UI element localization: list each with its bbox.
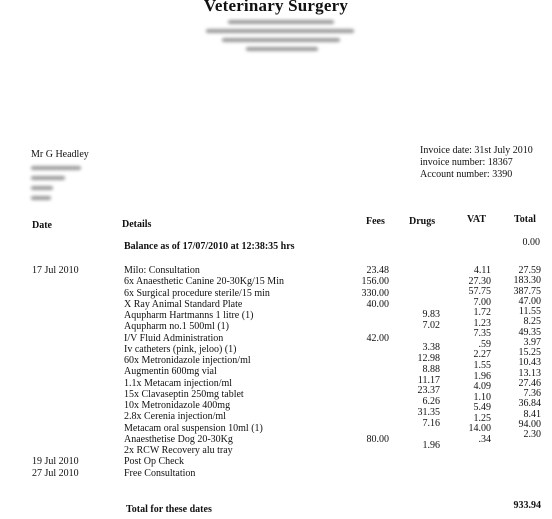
item-vat: 5.49 [473, 402, 491, 414]
item-details: Milo: Consultation [124, 265, 200, 276]
item-fees: 330.00 [361, 287, 389, 299]
item-drugs: 3.38 [422, 341, 440, 353]
item-total: 36.84 [518, 398, 541, 410]
item-total: 49.35 [518, 326, 541, 338]
column-drugs: Drugs [409, 216, 436, 227]
item-vat: 1.96 [473, 370, 491, 382]
item-vat: 27.30 [468, 275, 491, 287]
item-drugs: 12.98 [417, 352, 440, 364]
item-total: 10.43 [518, 357, 541, 369]
item-drugs: 7.16 [422, 418, 440, 430]
item-total: 47.00 [518, 295, 541, 307]
item-details: Free Consultation [124, 467, 196, 479]
item-fees: 23.48 [366, 265, 389, 276]
item-details: Post Op Check [124, 456, 184, 468]
item-vat: 2.27 [473, 349, 491, 361]
account-number: 3390 [492, 169, 513, 180]
item-drugs: 7.02 [422, 319, 440, 331]
item-fees: 40.00 [366, 298, 389, 310]
item-date: 17 Jul 2010 [32, 265, 79, 276]
item-total: 27.59 [518, 265, 541, 276]
client-name: Mr G Headley [31, 149, 89, 160]
column-details: Details [122, 219, 152, 230]
balance-total: 0.00 [522, 237, 540, 248]
item-total: 13.13 [518, 367, 541, 379]
item-fees: 80.00 [366, 433, 389, 445]
footer-total-label: Total for these dates [126, 504, 212, 515]
item-total: 94.00 [518, 418, 541, 430]
item-vat: 1.72 [473, 307, 491, 319]
item-vat: 4.09 [473, 381, 491, 393]
item-details: 6x Surgical procedure sterile/15 min [124, 287, 270, 299]
invoice-number-row [420, 157, 513, 168]
item-total: 27.46 [518, 377, 541, 389]
column-vat: VAT [467, 214, 487, 225]
item-details: Anaesthetise Dog 20-30Kg [124, 433, 233, 445]
item-details: 10x Metronidazole 400mg [124, 400, 231, 411]
item-vat: 1.25 [473, 412, 491, 424]
item-total: 15.25 [518, 347, 541, 358]
item-total: 7.36 [523, 388, 541, 399]
column-fees: Fees [366, 216, 385, 227]
invoice-number-label: invoice number: [420, 157, 486, 168]
item-vat: 1.10 [473, 391, 491, 403]
invoice-date-row [420, 145, 533, 156]
item-vat: 1.55 [473, 359, 491, 371]
item-drugs: 9.83 [422, 308, 440, 320]
item-fees: 156.00 [361, 276, 389, 288]
item-total: 387.75 [513, 285, 541, 297]
item-details: 60x Metronidazole injection/ml [124, 355, 251, 366]
item-vat: .59 [478, 338, 491, 350]
item-total: 3.97 [523, 336, 541, 348]
invoice-date-label: Invoice date: [420, 145, 472, 156]
footer-total: 933.94 [513, 500, 541, 511]
account-number-row [420, 169, 512, 180]
invoice-date: 31st July 2010 [474, 145, 533, 156]
account-number-label: Account number: [420, 169, 490, 180]
item-details: 2.8x Cerenia injection/ml [124, 411, 226, 423]
item-details: I/V Fluid Administration [124, 332, 224, 344]
item-details: X Ray Animal Standard Plate [124, 298, 243, 310]
item-details: Augmentin 600mg vial [124, 366, 217, 378]
item-total: 2.30 [523, 429, 541, 440]
item-vat: 1.23 [473, 317, 491, 329]
item-vat: 4.11 [473, 265, 491, 276]
item-drugs: 11.17 [417, 374, 440, 386]
item-total: 8.25 [523, 316, 541, 328]
item-fees: 42.00 [366, 332, 389, 344]
item-details: Metacam oral suspension 10ml (1) [124, 422, 263, 434]
item-total: 8.41 [523, 408, 541, 420]
practice-name: Veterinary Surgery [203, 0, 349, 15]
balance-label: Balance as of 17/07/2010 at 12:38:35 hrs [124, 241, 295, 252]
item-details: 15x Clavaseptin 250mg tablet [124, 388, 244, 400]
item-details: 6x Anaesthetic Canine 20-30Kg/15 Min [124, 276, 284, 288]
item-vat: 7.00 [473, 296, 491, 308]
item-details: Aqupharm no.1 500ml (1) [124, 321, 229, 333]
item-drugs: 1.96 [422, 440, 440, 452]
item-total: 11.55 [518, 306, 541, 317]
item-total: 183.30 [513, 275, 541, 287]
item-vat: .34 [478, 433, 491, 445]
item-details: Iv catheters (pink, jeloo) (1) [124, 343, 237, 355]
column-date: Date [32, 220, 52, 231]
item-drugs: 6.26 [422, 396, 440, 408]
item-drugs: 31.35 [417, 407, 440, 419]
item-vat: 7.35 [473, 328, 491, 340]
item-date: 19 Jul 2010 [32, 456, 79, 468]
item-details: 1.1x Metacam injection/ml [124, 377, 233, 389]
item-details: 2x RCW Recovery alu tray [124, 445, 233, 456]
item-details: Aqupharm Hartmanns 1 litre (1) [124, 310, 254, 321]
invoice-number: 18367 [487, 157, 513, 168]
item-vat: 57.75 [468, 286, 491, 298]
item-drugs: 8.88 [422, 363, 440, 375]
item-drugs: 23.37 [417, 385, 440, 397]
item-vat: 14.00 [468, 423, 491, 435]
item-date: 27 Jul 2010 [32, 467, 79, 479]
column-total: Total [514, 214, 536, 225]
